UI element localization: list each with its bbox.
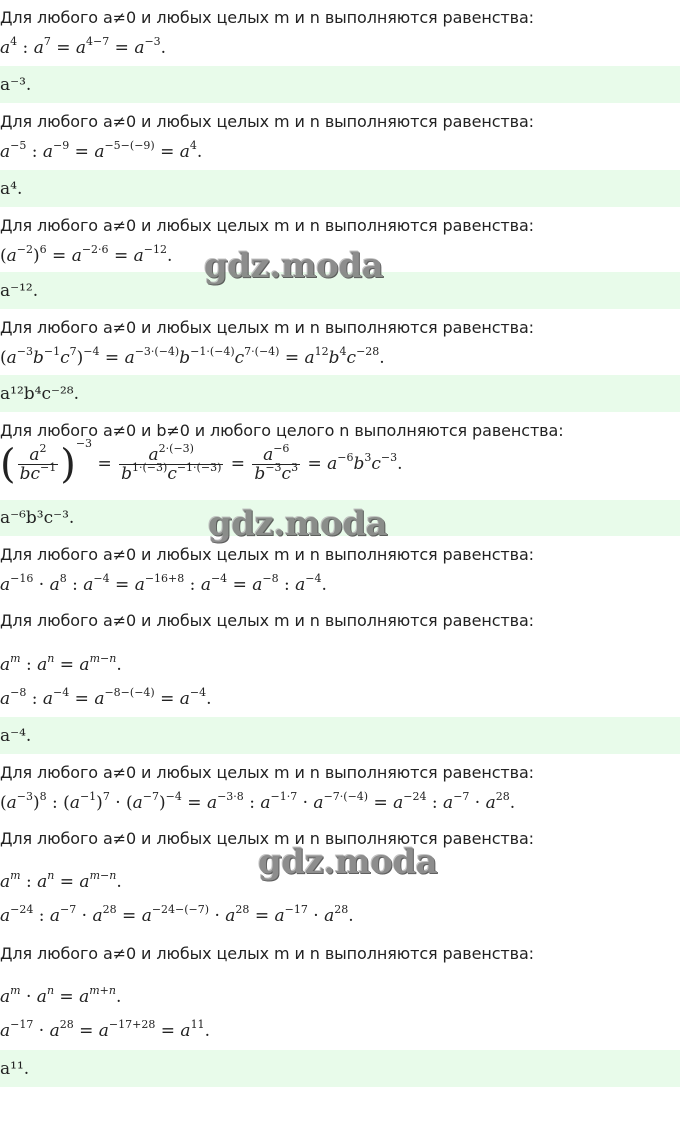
answer-block — [0, 375, 680, 412]
rule-text: Для любого a≠0 и любых целых m и n выполняются равенства: — [0, 112, 534, 131]
formula: $(a^{-3}b^{-1}c^7)^{-4} = a^{-3\cdot(-4)}b^{-1\cdot(-4)}c^{7\cdot(-4)} = a^{12}b^4c^{-28}$. — [0, 345, 385, 368]
rule-text: Для любого a≠0 и любых целых m и n выполняются равенства: — [0, 8, 534, 27]
answer-formula: a⁻⁴. — [0, 726, 32, 746]
rule-text: Для любого a≠0 и любых целых m и n выполняются равенства: — [0, 611, 534, 630]
formula: $(a^{-2})^6 = a^{-2\cdot 6} = a^{-12}$. — [0, 243, 173, 266]
rule-text: Для любого a≠0 и любых целых m и n выполняются равенства: — [0, 216, 534, 235]
answer-formula: a¹¹. — [0, 1059, 30, 1079]
rule-text: Для любого a≠0 и b≠0 и любого целого n выполняются равенства: — [0, 421, 564, 440]
answer-block — [0, 66, 680, 103]
answer-formula: a¹²b⁴c⁻²⁸. — [0, 384, 79, 404]
formula: $(a^{-3})^8$ : $(a^{-1})^7 \cdot (a^{-7})^{-4} = a^{-3\cdot 8}$ : $a^{-1\cdot 7} \cdot a^{-7\cdot(-4)} = a^{-24}$ : $a^{-7} \cdot a^{28}$. — [0, 790, 516, 813]
formula: $a^{-17} \cdot a^{28} = a^{-17+28} = a^{11}$. — [0, 1018, 210, 1041]
answer-formula: a⁻⁶b³c⁻³. — [0, 508, 75, 528]
rule-text: Для любого a≠0 и любых целых m и n выполняются равенства: — [0, 944, 534, 963]
answer-formula: a⁴. — [0, 179, 23, 199]
formula: $a^{-16} \cdot a^8$ : $a^{-4} = a^{-16+8}$ : $a^{-4} = a^{-8}$ : $a^{-4}$. — [0, 572, 327, 595]
answer-block — [0, 1050, 680, 1087]
answer-block — [0, 170, 680, 207]
formula: $a^m$ : $a^n = a^{m-n}$. — [0, 869, 122, 892]
rule-text: Для любого a≠0 и любых целых m и n выполняются равенства: — [0, 829, 534, 848]
rule-text: Для любого a≠0 и любых целых m и n выполняются равенства: — [0, 545, 534, 564]
rule-text: Для любого a≠0 и любых целых m и n выполняются равенства: — [0, 763, 534, 782]
watermark-logo: gdz.moda — [258, 842, 438, 882]
formula: $a^{-24}$ : $a^{-7} \cdot a^{28} = a^{-24-(-7)} \cdot a^{28} = a^{-17} \cdot a^{28}$. — [0, 903, 354, 926]
formula: ( $\frac{a^2}{bc^{-1}}$ )$^{-3}$ = $\frac{a^{2\cdot(-3)}}{b^{1\cdot(-3)}c^{-1\cdot(-3)}}$ = $\frac{a^{-6}}{b^{-3}c^3}$ = $a^{-6}b^3c^{-3}$. — [0, 437, 403, 488]
answer-block — [0, 717, 680, 754]
formula: $a^m$ : $a^n = a^{m-n}$. — [0, 652, 122, 675]
formula: $a^4$ : $a^7 = a^{4-7} = a^{-3}$. — [0, 35, 167, 58]
answer-formula: a⁻³. — [0, 75, 32, 95]
formula: $a^{-8}$ : $a^{-4} = a^{-8-(-4)} = a^{-4}$. — [0, 686, 212, 709]
answer-formula: a⁻¹². — [0, 281, 39, 301]
watermark-logo: gdz.moda — [208, 504, 388, 544]
formula: $a^m \cdot a^n = a^{m+n}$. — [0, 984, 122, 1007]
rule-text: Для любого a≠0 и любых целых m и n выполняются равенства: — [0, 318, 534, 337]
watermark-logo: gdz.moda — [204, 246, 384, 286]
formula: $a^{-5}$ : $a^{-9} = a^{-5-(-9)} = a^4$. — [0, 139, 203, 162]
